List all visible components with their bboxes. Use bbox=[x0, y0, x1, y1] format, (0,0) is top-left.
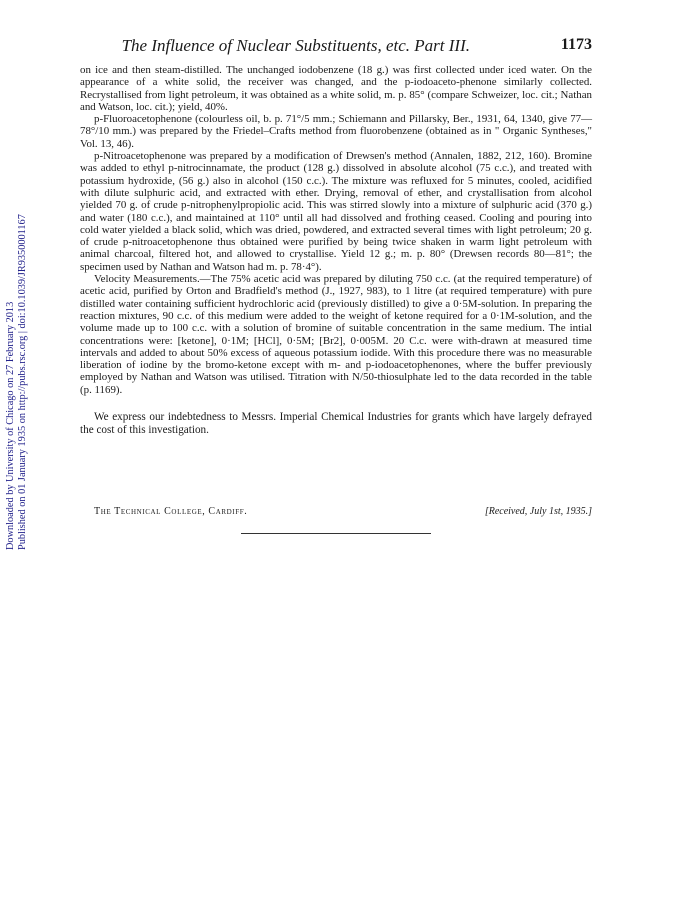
paragraph-velocity-measurements: Velocity Measurements.—The 75% acetic acid was prepared by diluting 750 c.c. (at the required temperature) of acetic acid, purified by Orton and Bradfield's method (J., 1927, 983), to 1 litre (at required temperature) with pure distilled water containing sufficient hydrochloric acid (previously distilled) to give a 0·5M-solution. In preparing the reaction mixtures, 90 c.c. of this medium were added to the weight of ketone required for a 0·1M-solution, and the volume made up to 100 c.c. with a solution of bromine of suitable concentration in the same medium. The intial concentrations were: [ketone], 0·1M; [HCl], 0·5M; [Br2], 0·005M. 20 C.c. were with-drawn at measured time intervals and added to about 50% excess of aqueous potassium iodide. With this procedure there was no measurable liberation of iodine by the bromo-ketone except with m- and p-iodoacetophenones, where the buffer previously employed by Nathan and Watson was utilised. Titration with N/50-thiosulphate led to the data recorded in the table (p. 1169). bbox=[80, 273, 592, 396]
footer-row bbox=[94, 506, 592, 520]
publication-notice[interactable]: Published on 01 January 1935 on http://pubs.rsc.org | doi:10.1039/JR9350001167 bbox=[17, 214, 28, 550]
download-notice[interactable]: Downloaded by University of Chicago on 27 February 2013 bbox=[5, 301, 16, 550]
article-body bbox=[80, 64, 592, 437]
acknowledgement: We express our indebtedness to Messrs. Imperial Chemical Industries for grants which have largely defrayed the cost of this investigation. bbox=[80, 411, 592, 437]
paragraph-iodoacetophenone: on ice and then steam-distilled. The unchanged iodobenzene (18 g.) was first collected under iced water. On the appearance of a white solid, the receiver was changed, and the p-iodoaceto-phenone similarly collected. Recrystallised from light petroleum, it was obtained as a white solid, m. p. 85° (compare Schweizer, loc. cit.; Nathan and Watson, loc. cit.); yield, 40%. bbox=[80, 64, 592, 113]
affiliation: The Technical College, Cardiff. bbox=[94, 506, 248, 517]
running-header bbox=[80, 36, 592, 56]
running-title: The Influence of Nuclear Substituents, etc. Part III. bbox=[121, 36, 470, 55]
paragraph-fluoroacetophenone: p-Fluoroacetophenone (colourless oil, b. p. 71°/5 mm.; Schiemann and Pillarsky, Ber., 1931, 64, 1340, give 77—78°/10 mm.) was prepared by the Friedel–Crafts method from fluorobenzene (obtained as in " Organic Syntheses," Vol. 13, 46). bbox=[80, 113, 592, 150]
download-watermark bbox=[4, 170, 34, 550]
paragraph-nitroacetophenone: p-Nitroacetophenone was prepared by a modification of Drewsen's method (Annalen, 1882, 212, 160). Bromine was added to ethyl p-nitrocinnamate, the product (128 g.) dissolved in absolute alcohol (75 c.c.), and treated with potassium hydroxide, (56 g.) also in alcohol (150 c.c.). The mixture was refluxed for 5 minutes, cooled, acidified with dilute sulphuric acid, and extracted with ether. Drying, removal of ether, and crystallisation from alcohol yielded 70 g. of crude p-nitrophenylpropiolic acid. This was stirred slowly into a mixture of sulphuric acid (370 g.) and water (180 c.c.), and maintained at 110° until all had dissolved and frothing ceased. Cooling and pouring into cold water yielded a black solid, which was dried, powdered, and extracted several times with light petroleum; 20 g. of crude p-nitroacetophenone thus obtained were purified by being twice shaken in warm light petroleum with animal charcoal, filtered hot, and allowed to crystallise. Yield 12 g.; m. p. 80° (Drewsen records 80—81°; the specimen used by Nathan and Watson had m. p. 78·4°). bbox=[80, 150, 592, 273]
received-date: [Received, July 1st, 1935.] bbox=[484, 506, 592, 517]
page-number: 1173 bbox=[560, 36, 592, 53]
end-rule bbox=[241, 533, 431, 534]
